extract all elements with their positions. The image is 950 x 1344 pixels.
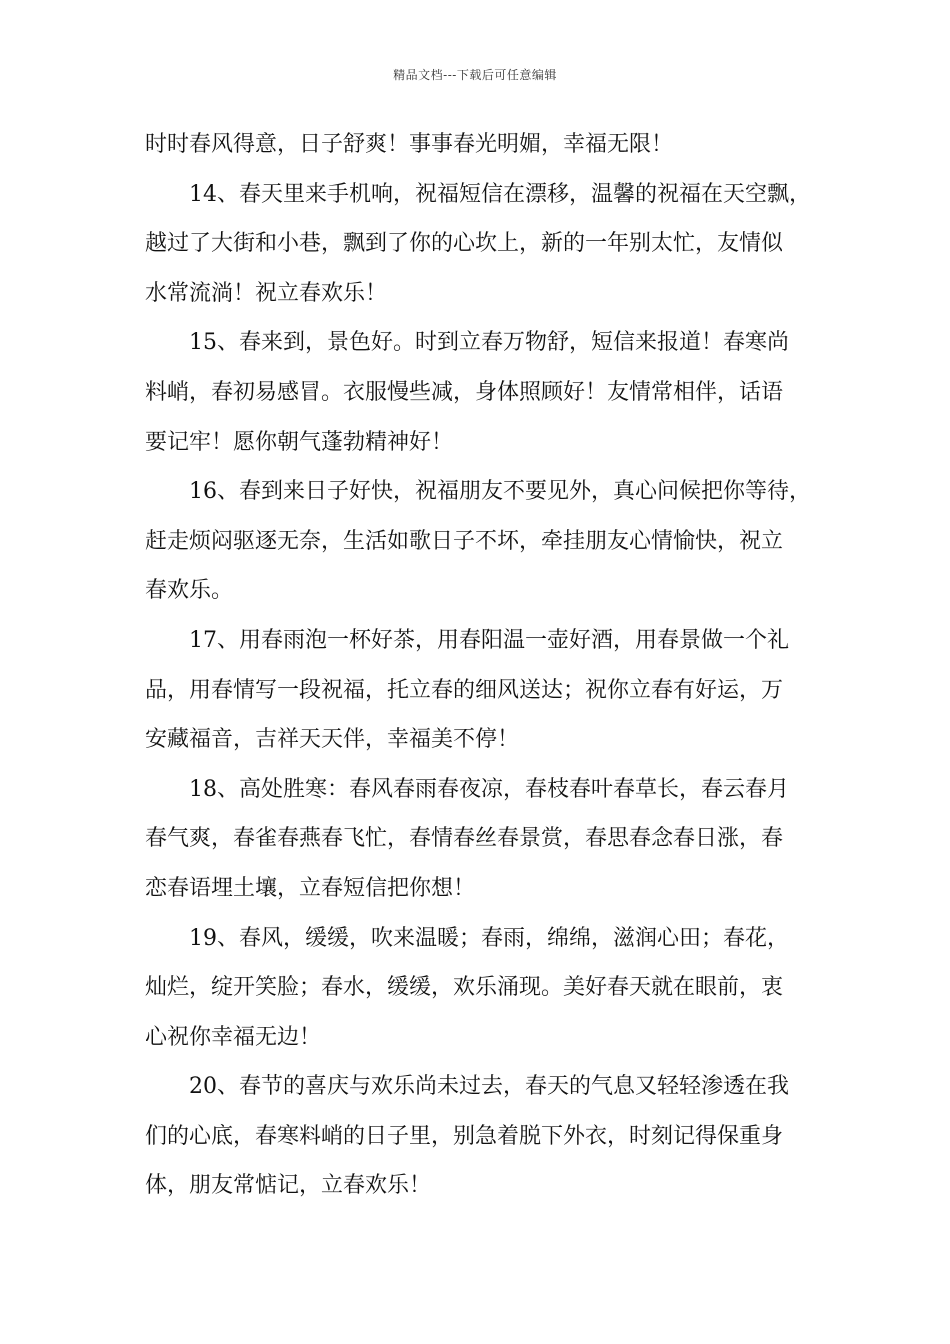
paragraph-first-line: 20、春节的喜庆与欢乐尚未过去，春天的气息又轻轻渗透在我 (189, 1074, 789, 1100)
paragraph-first-line: 17、用春雨泡一杯好茶，用春阳温一壶好酒，用春景做一个礼 (189, 627, 789, 653)
paragraph-line: 安藏福音，吉祥天天伴，幸福美不停！ (145, 727, 520, 753)
paragraph-line: 赶走烦闷驱逐无奈，生活如歌日子不坏，牵挂朋友心情愉快，祝立 (145, 528, 784, 554)
paragraph-line: 们的心底，春寒料峭的日子里，别急着脱下外衣，时刻记得保重身 (145, 1123, 784, 1149)
paragraph-line: 水常流淌！祝立春欢乐！ (145, 280, 388, 306)
paragraph-line: 春欢乐。 (145, 578, 234, 604)
paragraph-line: 料峭，春初易感冒。衣服慢些减，身体照顾好！友情常相伴，话语 (145, 379, 784, 405)
paragraph-first-line: 14、春天里来手机响，祝福短信在漂移，温馨的祝福在天空飘， (189, 181, 811, 207)
paragraph-line: 时时春风得意，日子舒爽！事事春光明媚，幸福无限！ (145, 132, 674, 157)
paragraph-first-line: 19、春风，缓缓，吹来温暖；春雨，绵绵，滋润心田；春花， (189, 925, 789, 951)
page-header: 精品文档---下载后可任意编辑 (393, 68, 557, 82)
paragraph-line: 灿烂，绽开笑脸；春水，缓缓，欢乐涌现。美好春天就在眼前，衷 (145, 975, 784, 1001)
paragraph-first-line: 18、高处胜寒：春风春雨春夜凉，春枝春叶春草长，春云春月 (189, 776, 789, 802)
paragraph-line: 品，用春情写一段祝福，托立春的细风送达；祝你立春有好运，万 (145, 677, 784, 703)
paragraph-first-line: 15、春来到，景色好。时到立春万物舒，短信来报道！春寒尚 (189, 330, 789, 356)
paragraph-first-line: 16、春到来日子好快，祝福朋友不要见外，真心问候把你等待， (189, 479, 811, 505)
paragraph-line: 体，朋友常惦记，立春欢乐！ (145, 1173, 432, 1199)
paragraph-line: 越过了大街和小巷，飘到了你的心坎上，新的一年别太忙，友情似 (145, 231, 784, 257)
paragraph-line: 恋春语埋土壤，立春短信把你想！ (145, 875, 476, 901)
paragraph-line: 心祝你幸福无边！ (145, 1024, 322, 1050)
document-body (145, 132, 835, 1223)
paragraph-line: 春气爽，春雀春燕春飞忙，春情春丝春景赏，春思春念春日涨，春 (145, 826, 784, 852)
paragraph-line: 要记牢！愿你朝气蓬勃精神好！ (145, 429, 454, 455)
